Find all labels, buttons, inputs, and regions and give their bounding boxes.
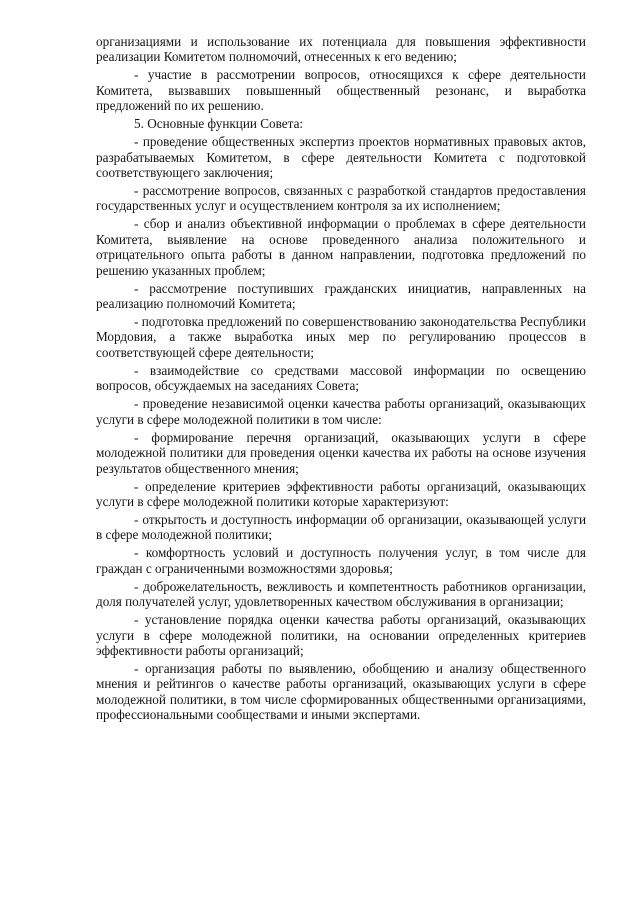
list-item-efficiency-criteria: - определение критериев эффективности работы организаций, оказывающих услуги в сфере молодежной политики которые характеризуют: xyxy=(96,478,586,509)
list-item-openness: - открытость и доступность информации об организации, оказывающей услуги в сфере молодежной политики; xyxy=(96,511,586,543)
list-item-media-interaction: - взаимодействие со средствами массовой информации по освещению вопросов, обсуждаемых на заседаниях Совета; xyxy=(96,362,586,394)
list-item-service-standards: - рассмотрение вопросов, связанных с разработкой стандартов предоставления государственных услуг и осуществлением контроля за их исполнением; xyxy=(96,183,586,214)
list-item-civic-initiatives: - рассмотрение поступивших гражданских инициатив, направленных на реализацию полномочий Комитета; xyxy=(96,280,586,312)
list-item-quality-assessment: - проведение независимой оценки качества работы организаций, оказывающих услуги в сфере молодежной политики в том числе: xyxy=(96,396,586,427)
paragraph-council-participation: - участие в рассмотрении вопросов, относящихся к сфере деятельности Комитета, вызвавших повышенный общественный резонанс, и выработка предложений по их решению. xyxy=(96,67,586,114)
list-item-organization-list: - формирование перечня организаций, оказывающих услуги в сфере молодежной политики для проведения оценки качества их работы на основе изучения результатов общественного мнения; xyxy=(96,429,586,476)
list-item-courtesy: - доброжелательность, вежливость и компетентность работников организации, доля получателей услуг, удовлетворенных качеством обслуживания в организации; xyxy=(96,578,586,610)
list-item-public-expertise: - проведение общественных экспертиз проектов нормативных правовых актов, разрабатываемых Комитетом, в сфере деятельности Комитета с подготовкой соответствующего заключения; xyxy=(96,134,586,181)
paragraph-continuation: организациями и использование их потенциала для повышения эффективности реализации Комитетом полномочий, отнесенных к его ведению; xyxy=(96,34,586,65)
section-heading-functions: 5. Основные функции Совета: xyxy=(134,116,304,132)
list-item-information-analysis: - сбор и анализ объективной информации о проблемах в сфере деятельности Комитета, выявление на основе проведенного анализа положительного и отрицательного опыта работы в данном направлении, подготовка предложений по решению указанных проблем; xyxy=(96,216,586,278)
list-item-public-opinion: - организация работы по выявлению, обобщению и анализу общественного мнения и рейтингов о качестве работы организаций, оказывающих услуги в сфере молодежной политики, в том числе сформированных общественными организациями, профессиональными сообществами и иными экспертами. xyxy=(96,660,586,723)
list-item-legislation-proposals: - подготовка предложений по совершенствованию законодательства Республики Мордовия, а также выработка иных мер по регулированию процессов в соответствующей сфере деятельности; xyxy=(96,314,586,360)
list-item-assessment-procedure: - установление порядка оценки качества работы организаций, оказывающих услуги в сфере молодежной политики, на основании определенных критериев эффективности работы организаций; xyxy=(96,612,586,658)
list-item-comfort: - комфортность условий и доступность получения услуг, в том числе для граждан с ограниченными возможностями здоровья; xyxy=(96,545,586,576)
